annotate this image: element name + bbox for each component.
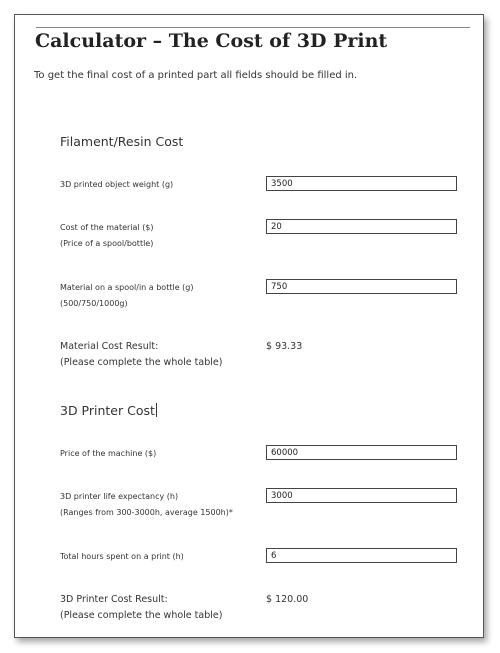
spool-label-text: Material on a spool/in a bottle (g): [60, 283, 194, 292]
print-hours-input[interactable]: [266, 548, 457, 563]
life-expectancy-label-text: 3D printer life expectancy (h): [60, 492, 179, 501]
spool-label: [60, 280, 193, 312]
machine-price-label: [60, 446, 156, 462]
weight-label: [60, 177, 173, 193]
printer-result-hint: (Please complete the whole table): [60, 610, 223, 621]
material-cost-label-text: Cost of the material ($): [60, 223, 154, 232]
printer-result-label-text: 3D Printer Cost Result:: [60, 594, 168, 605]
printer-result-value: $ 120.00: [266, 594, 309, 605]
life-expectancy-hint: (Ranges from 300-3000h, average 1500h)*: [60, 508, 233, 517]
printer-result-label: [60, 592, 222, 624]
print-hours-label: [60, 549, 184, 565]
text-cursor: [156, 403, 157, 417]
spool-hint: (500/750/1000g): [60, 299, 128, 308]
spool-input[interactable]: [266, 279, 457, 294]
print-hours-label-text: Total hours spent on a print (h): [60, 552, 184, 561]
calculator-card: [14, 14, 484, 638]
intro-text: To get the final cost of a printed part all fields should be filled in.: [34, 70, 358, 81]
weight-input[interactable]: [266, 176, 457, 191]
material-result-value: $ 93.33: [266, 341, 303, 352]
material-result-label: [60, 339, 222, 371]
life-expectancy-input[interactable]: [266, 488, 457, 503]
top-divider: [36, 27, 470, 28]
page-title: Calculator – The Cost of 3D Print: [35, 30, 388, 52]
printer-section-title: [60, 403, 157, 418]
material-cost-hint: (Price of a spool/bottle): [60, 239, 154, 248]
filament-section-title: Filament/Resin Cost: [60, 134, 184, 149]
weight-label-text: 3D printed object weight (g): [60, 180, 174, 189]
life-expectancy-label: [60, 489, 233, 521]
material-result-hint: (Please complete the whole table): [60, 357, 223, 368]
material-cost-label: [60, 220, 154, 252]
printer-section-title-text: 3D Printer Cost: [60, 403, 155, 418]
material-cost-input[interactable]: [266, 219, 457, 234]
machine-price-input[interactable]: [266, 445, 457, 460]
machine-price-label-text: Price of the machine ($): [60, 449, 157, 458]
material-result-label-text: Material Cost Result:: [60, 341, 159, 352]
